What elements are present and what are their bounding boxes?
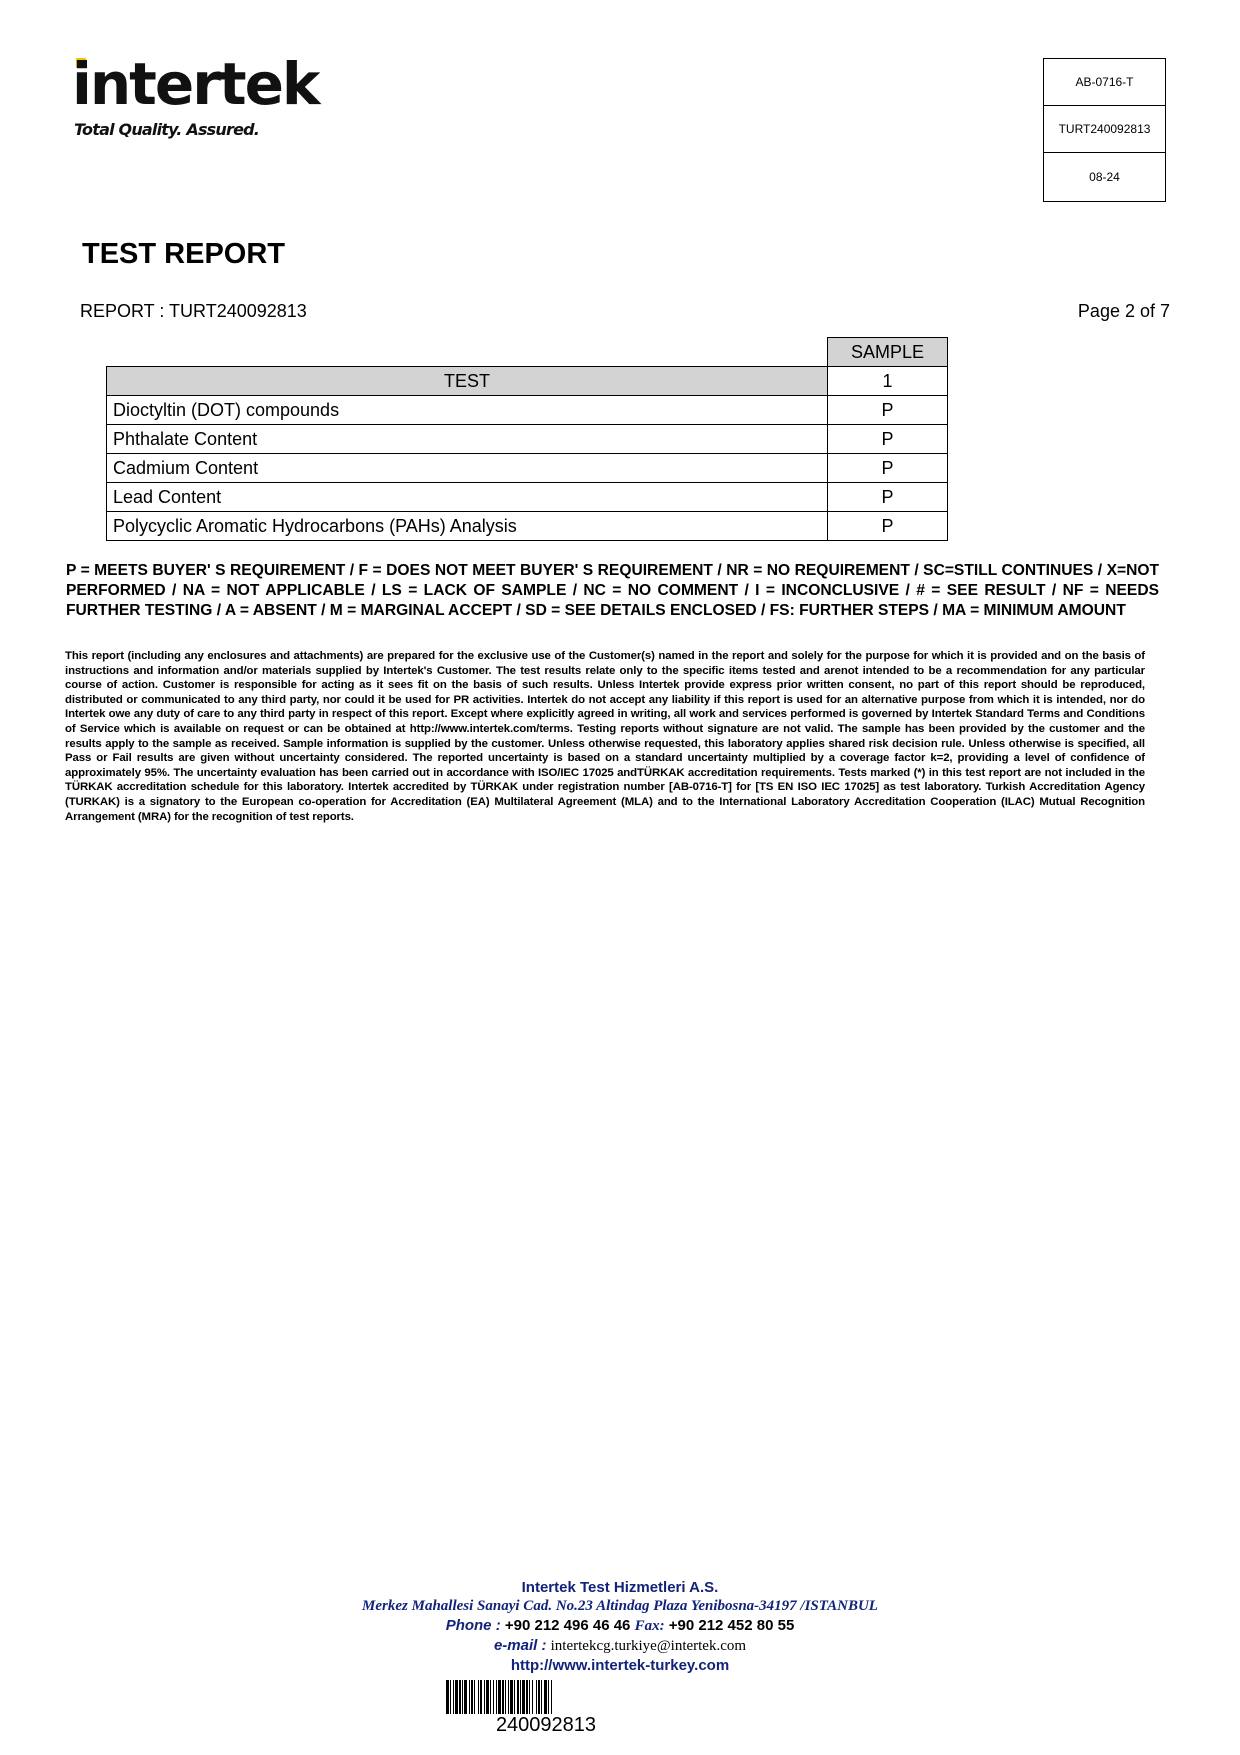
sample-header: SAMPLE	[828, 338, 948, 367]
test-name: Lead Content	[107, 483, 828, 512]
footer-email-line	[0, 1636, 1240, 1656]
fax-number: +90 212 452 80 55	[668, 1617, 795, 1634]
sample-number: 1	[828, 367, 948, 396]
email-address[interactable]: intertekcg.turkiye@intertek.com	[550, 1638, 747, 1654]
fax-label: Fax:	[634, 1618, 665, 1634]
test-name: Dioctyltin (DOT) compounds	[107, 396, 828, 425]
test-result: P	[828, 454, 948, 483]
table-row	[107, 425, 948, 454]
test-result: P	[828, 483, 948, 512]
table-row	[107, 483, 948, 512]
report-reference: REPORT : TURT240092813	[80, 301, 307, 321]
barcode-icon	[446, 1680, 646, 1714]
test-name: Polycyclic Aromatic Hydrocarbons (PAHs) Analysis	[107, 512, 828, 541]
report-date: 08-24	[1089, 169, 1120, 184]
email-label: e-mail :	[493, 1637, 547, 1654]
footer-website-link[interactable]: http://www.intertek-turkey.com	[510, 1657, 730, 1674]
reference-box	[1043, 58, 1166, 202]
test-name: Cadmium Content	[107, 454, 828, 483]
accreditation-number: AB-0716-T	[1044, 59, 1165, 106]
footer-company: Intertek Test Hizmetleri A.S.	[521, 1579, 719, 1596]
footer-address: Merkez Mahallesi Sanayi Cad. No.23 Altindag Plaza Yenibosna-34197 /ISTANBUL	[362, 1598, 878, 1614]
test-result: P	[828, 396, 948, 425]
logo-wordmark: intertek	[72, 50, 319, 118]
table-row	[107, 396, 948, 425]
footer	[0, 1578, 1240, 1675]
disclaimer-text: This report (including any enclosures and attachments) are prepared for the exclusive use of the Customer(s) named in the report and solely for the purpose for which it is provided and on the basis of instructions and information and/or materials supplied by Intertek's Customer. The test results relate only to the specific items tested and arenot intended to be a recommendation for any particular course of action. Customer is responsible for acting as it sees fit on the basis of such results. Unless Intertek provide express prior written consent, no part of this report should be reproduced, distributed or communicated to any third party, nor could it be used for PR activities. Intertek do not accept any liability if this report is used for an alternative purpose from which it is intended, nor do Intertek owe any duty of care to any third party in respect of this report. Except where explicitly agreed in writing, all work and services performed is governed by Intertek Standard Terms and Conditions of Service which is available on request or can be obtained at http://www.intertek.com/terms. Testing reports without signature are not valid. The sample has been provided by the customer and the results apply to the sample as received. Sample information is supplied by the customer. Unless otherwise requested, this laboratory applies shared risk decision rule. Unless otherwise is specified, all Pass or Fail results are given without uncertainty considered. The reported uncertainty is based on a standard uncertainty multiplied by a coverage factor k=2, providing a level of confidence of approximately 95%. The uncertainty evaluation has been carried out in accordance with ISO/IEC 17025 andTÜRKAK accreditation requirements. Tests marked (*) in this test report are not included in the TÜRKAK accreditation schedule for this laboratory. Intertek accredited by TÜRKAK under registration number [AB-0716-T] for [TS EN ISO IEC 17025] as test laboratory. Turkish Accreditation Agency (TURKAK) is a signatory to the European co-operation for Accreditation (EA) Multilateral Agreement (MLA) and to the International Laboratory Accreditation Cooperation (ILAC) Mutual Recognition Arrangement (MRA) for the recognition of test reports.	[65, 650, 1145, 823]
table-spacer	[107, 338, 828, 367]
phone-label: Phone :	[445, 1617, 501, 1634]
report-number: TURT240092813	[1044, 106, 1165, 153]
barcode-number: 240092813	[495, 1714, 597, 1736]
table-header-row-top	[107, 338, 948, 367]
test-header: TEST	[107, 367, 828, 396]
page-number: Page 2 of 7	[1077, 301, 1170, 321]
test-name: Phthalate Content	[107, 425, 828, 454]
phone-number: +90 212 496 46 46	[504, 1617, 631, 1634]
table-row	[107, 454, 948, 483]
results-table	[106, 337, 948, 541]
test-result: P	[828, 425, 948, 454]
table-row	[107, 512, 948, 541]
page-title: TEST REPORT	[82, 238, 286, 270]
logo-tagline: Total Quality. Assured.	[74, 120, 260, 139]
table-header-row	[107, 367, 948, 396]
footer-phone-line	[0, 1616, 1240, 1636]
intertek-logo	[72, 52, 322, 142]
test-result: P	[828, 512, 948, 541]
result-legend: P = MEETS BUYER' S REQUIREMENT / F = DOES NOT MEET BUYER' S REQUIREMENT / NR = NO REQUIREMENT / SC=STILL CONTINUES / X=NOT PERFORMED / NA = NOT APPLICABLE / LS = LACK OF SAMPLE / NC = NO COMMENT / I = INCONCLUSIVE / # = SEE RESULT / NF = NEEDS FURTHER TESTING / A = ABSENT / M = MARGINAL ACCEPT / SD = SEE DETAILS ENCLOSED / FS: FURTHER STEPS / MA = MINIMUM AMOUNT	[66, 562, 1159, 619]
